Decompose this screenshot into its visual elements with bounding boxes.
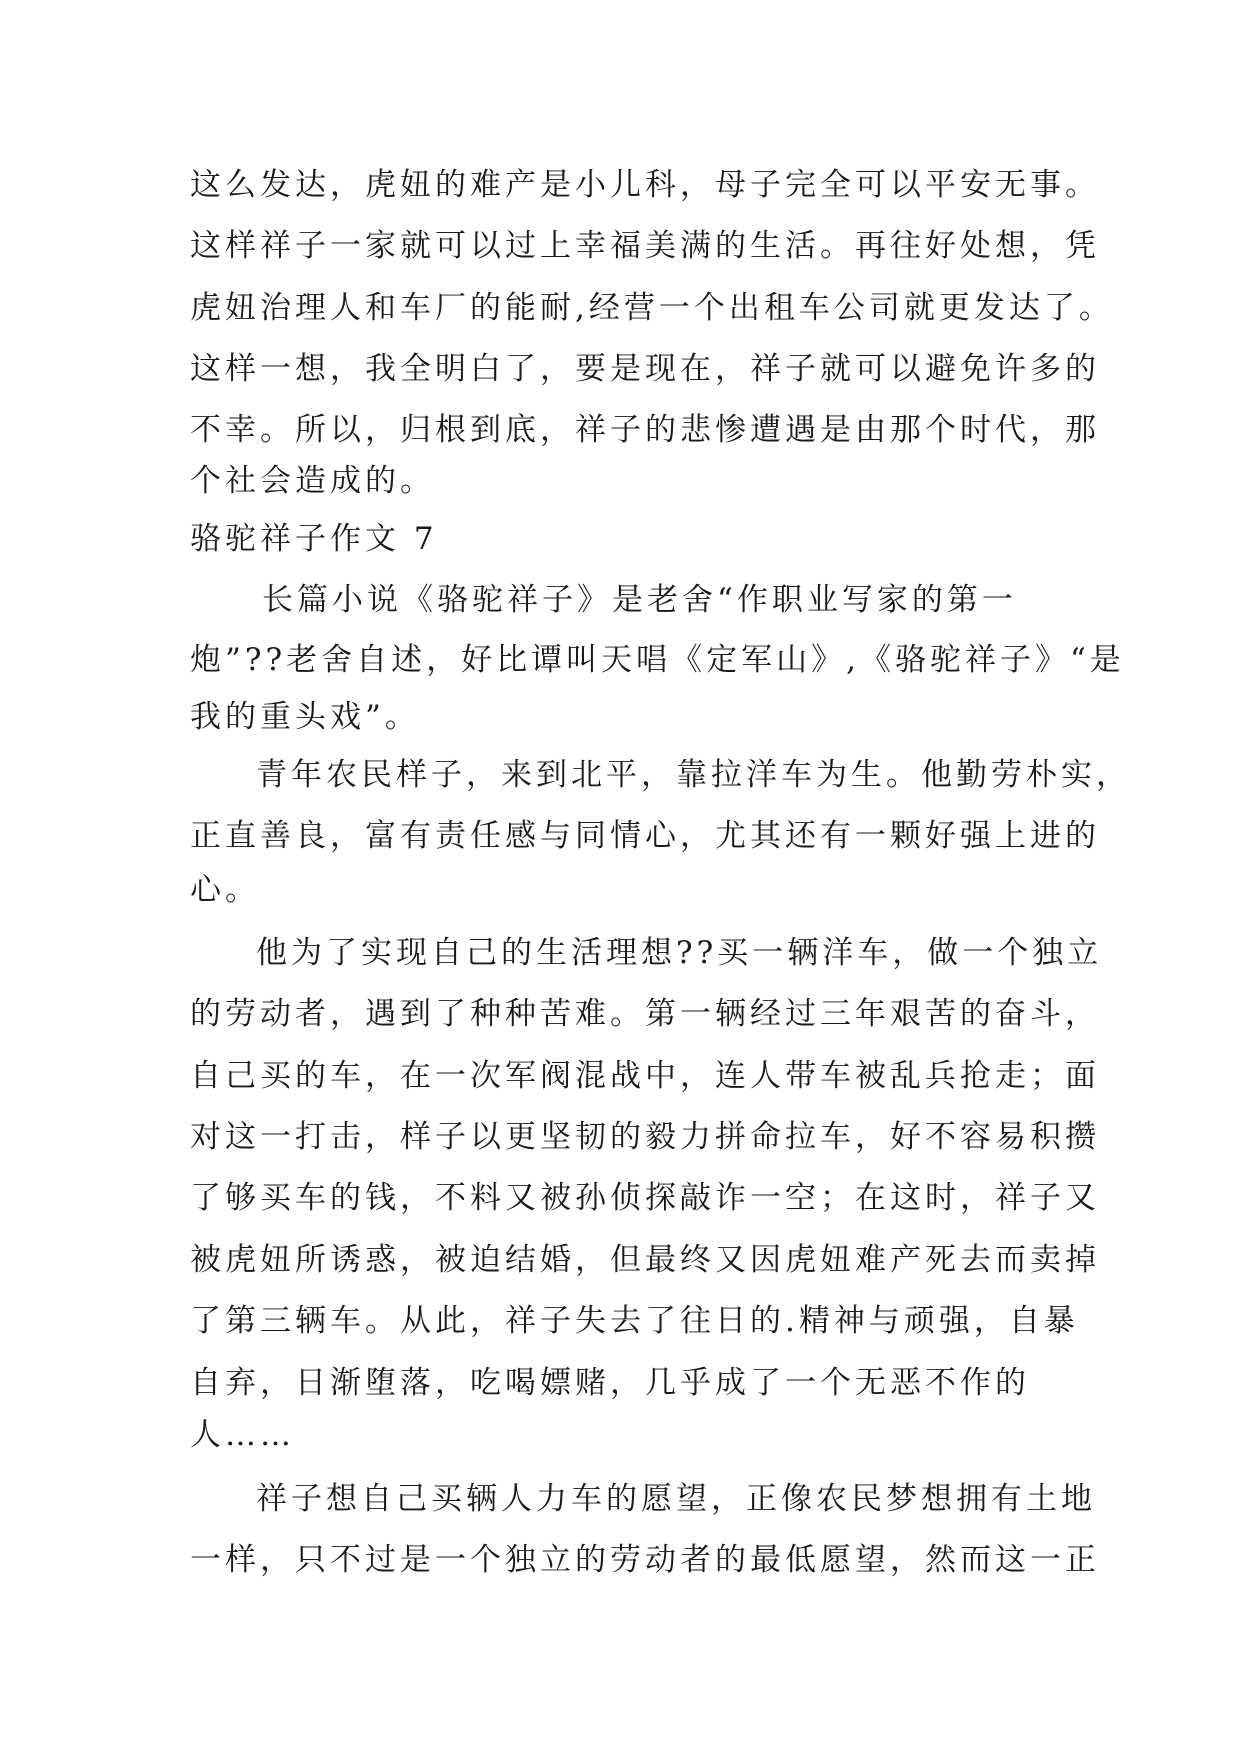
text-line: 被虎妞所诱惑，被迫结婚，但最终又因虎妞难产死去而卖掉 xyxy=(190,1242,1100,1278)
text-line: 了第三辆车。从此，祥子失去了往日的.精神与顽强，自暴 xyxy=(190,1303,1079,1339)
text-line: 他为了实现自己的生活理想??买一辆洋车，做一个独立 xyxy=(256,935,1103,971)
text-line: 的劳动者，遇到了种种苦难。第一辆经过三年艰苦的奋斗， xyxy=(190,996,1100,1032)
section-heading: 骆驼祥子作文 7 xyxy=(190,521,438,557)
text-line: 这样祥子一家就可以过上幸福美满的生活。再往好处想，凭 xyxy=(190,228,1100,264)
text-line: 不幸。所以，归根到底，祥子的悲惨遭遇是由那个时代，那 xyxy=(190,412,1100,448)
text-line: 虎妞治理人和车厂的能耐,经营一个出租车公司就更发达了。 xyxy=(190,290,1114,326)
text-line: 自己买的车，在一次军阀混战中，连人带车被乱兵抢走；面 xyxy=(190,1058,1100,1094)
text-line: 这么发达，虎妞的难产是小儿科，母子完全可以平安无事。 xyxy=(190,167,1100,203)
text-line: 了够买车的钱，不料又被孙侦探敲诈一空；在这时，祥子又 xyxy=(190,1180,1100,1216)
text-line: 这样一想，我全明白了，要是现在，祥子就可以避免许多的 xyxy=(190,351,1100,387)
text-line: 个社会造成的。 xyxy=(190,463,435,499)
text-line: 我的重头戏”。 xyxy=(190,699,420,735)
text-line: 心。 xyxy=(190,872,260,908)
text-line: 自弃，日渐堕落，吃喝嫖赌，几乎成了一个无恶不作的 xyxy=(190,1365,1030,1401)
text-line: 青年农民样子，来到北平，靠拉洋车为生。他勤劳朴实， xyxy=(256,757,1131,793)
text-line: 祥子想自己买辆人力车的愿望，正像农民梦想拥有土地 xyxy=(256,1481,1096,1517)
text-line: 炮”??老舍自述，好比谭叫天唱《定军山》,《骆驼祥子》“是 xyxy=(190,642,1125,678)
text-line: 正直善良，富有责任感与同情心，尤其还有一颗好强上进的 xyxy=(190,818,1100,854)
text-line: 对这一打击，样子以更坚韧的毅力拼命拉车，好不容易积攒 xyxy=(190,1119,1100,1155)
text-line: 长篇小说《骆驼祥子》是老舍“作职业写家的第一 xyxy=(262,582,1017,618)
text-line: 人…… xyxy=(190,1417,295,1453)
text-line: 一样，只不过是一个独立的劳动者的最低愿望，然而这一正 xyxy=(190,1542,1100,1578)
